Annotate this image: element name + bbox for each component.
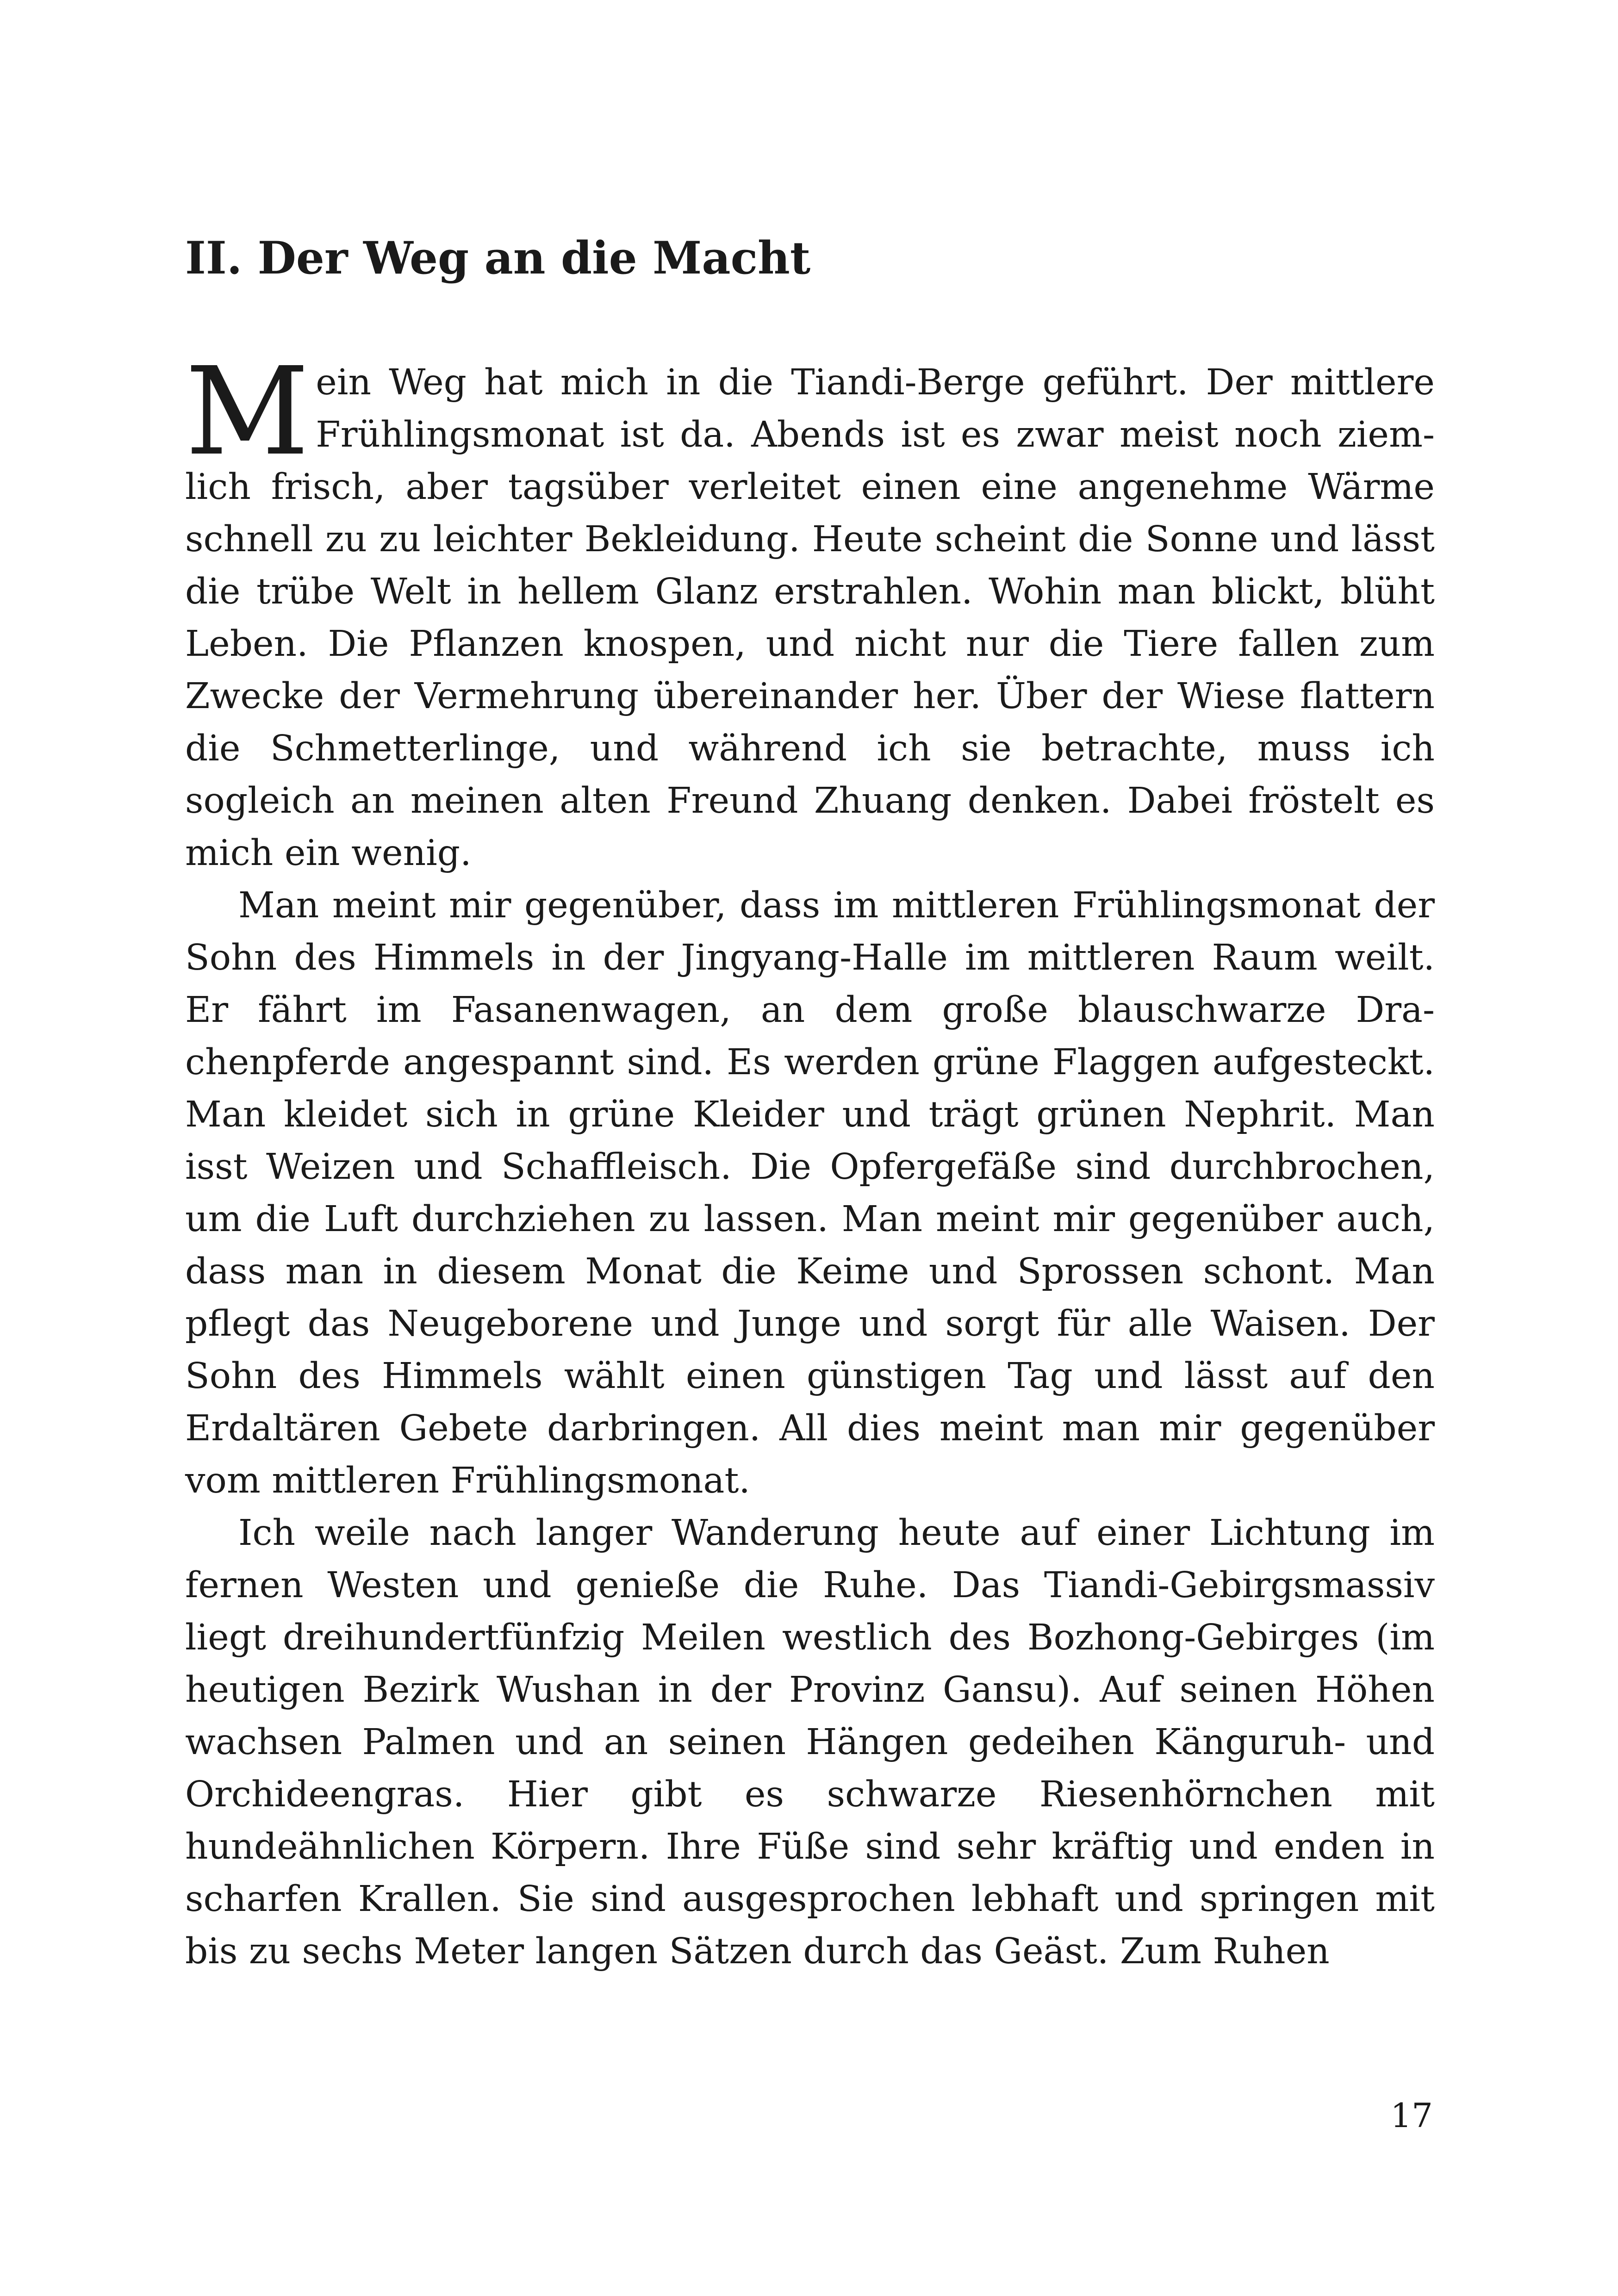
paragraph-1 xyxy=(185,341,1435,879)
paragraph-3: Ich weile nach langer Wanderung heute auf einer Lichtung im fernen Westen und genieße die Ruhe. Das Tiandi-Gebirgsmassiv liegt dreihundertfünfzig Meilen westlich des Bozhong-Gebirges (im heutigen Bezirk Wushan in der Provinz Gansu). Auf seinen Höhen wachsen Palmen und an seinen Hängen gedeihen Känguruh- und Orchideengras. Hier gibt es schwarze Riesenhörnchen mit hundeähnlichen Körpern. Ihre Füße sind sehr kräftig und enden in scharfen Krallen. Sie sind ausgesprochen lebhaft und springen mit bis zu sechs Meter langen Sätzen durch das Geäst. Zum Ruhen xyxy=(185,1512,1435,1972)
body-text xyxy=(185,341,1435,1978)
page-number: 17 xyxy=(1390,2096,1433,2135)
paragraph-2: Man meint mir gegenüber, dass im mittleren Frühlingsmonat der Sohn des Himmels in der Jingyang-Halle im mittleren Raum weilt. Er fährt im Fasanenwagen, an dem große blauschwarze Drachenpferde angespannt sind. Es werden grüne Flaggen aufgesteckt. Man kleidet sich in grüne Kleider und trägt grünen Nephrit. Man isst Weizen und Schaffleisch. Die Opfergefäße sind durchbrochen, um die Luft durchziehen zu lassen. Man meint mir gegenüber auch, dass man in diesem Monat die Keime und Sprossen schont. Man pflegt das Neugeborene und Junge und sorgt für alle Waisen. Der Sohn des Himmels wählt einen günstigen Tag und lässt auf den Erdaltären Gebete darbringen. All dies meint man mir gegenüber vom mittleren Frühlingsmonat. xyxy=(185,885,1435,1501)
paragraph-1-text: ein Weg hat mich in die Tiandi-Berge geführt. Der mittlere Frühlingsmonat ist da. Abends ist es zwar meist noch ziemlich frisch, aber tagsüber verleitet einen eine angenehme Wärme schnell zu zu leichter Bekleidung. Heute scheint die Sonne und lässt die trübe Welt in hellem Glanz erstrahlen. Wohin man blickt, blüht Leben. Die Pflanzen knospen, und nicht nur die Tiere fallen zum Zwecke der Vermehrung übereinander her. Über der Wiese flattern die Schmetterlinge, und während ich sie betrachte, muss ich sogleich an meinen alten Freund Zhuang denken. Dabei fröstelt es mich ein wenig. xyxy=(185,362,1435,874)
chapter-title: II. Der Weg an die Macht xyxy=(185,232,811,284)
drop-cap: M xyxy=(185,341,310,482)
